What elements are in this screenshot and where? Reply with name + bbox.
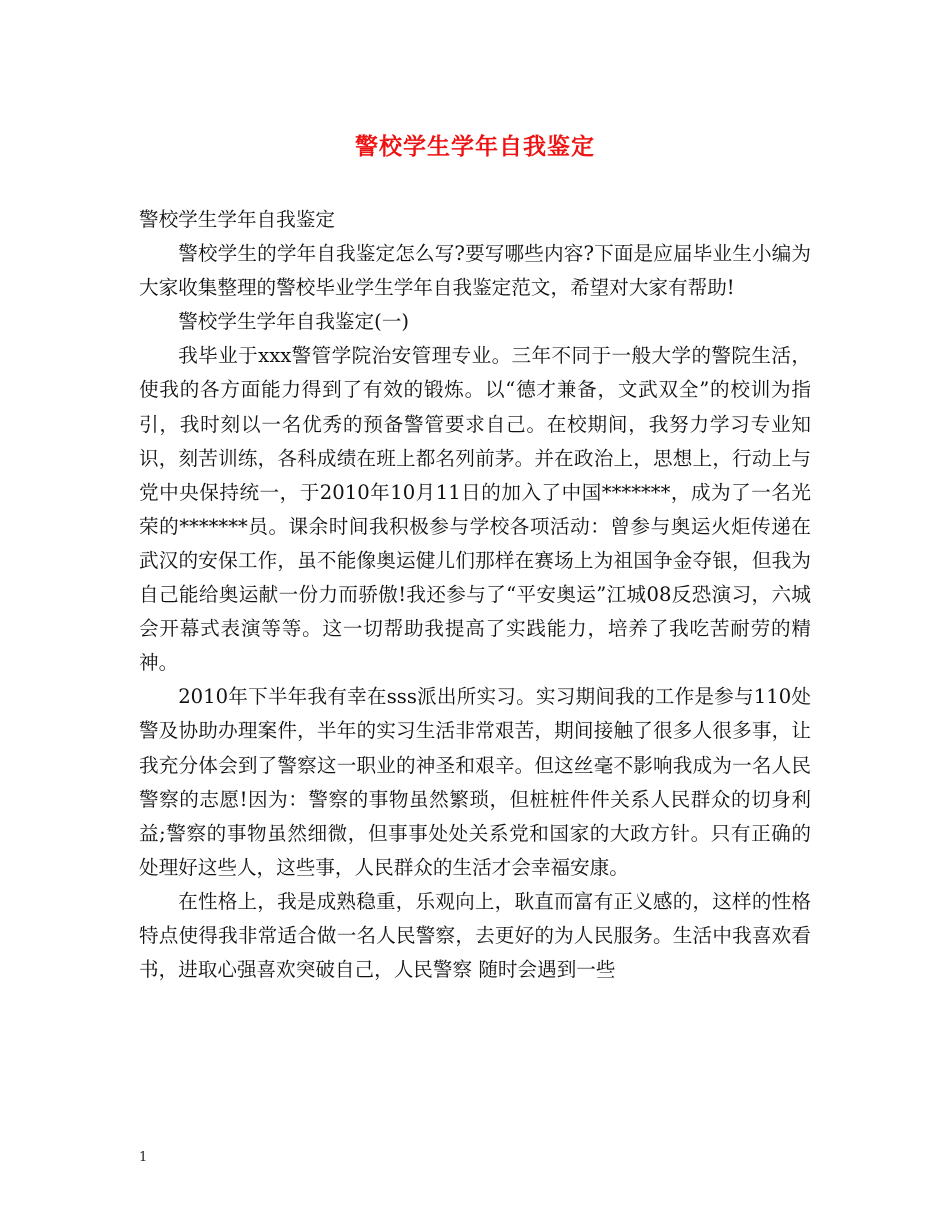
paragraph-internship: 2010年下半年我有幸在sss派出所实习。实习期间我的工作是参与110处警及协助办理案件，半年的实习生活非常艰苦，期间接触了很多人很多事，让我充分体会到了警察这一职业的神圣和艰辛。但这丝毫不影响我成为一名人民警察的志愿!因为：警察的事物虽然繁琐，但桩桩件件关系人民群众的切身利益;警察的事物虽然细微，但事事处处关系党和国家的大政方针。只有正确的处理好这些人，这些事，人民群众的生活才会幸福安康。 bbox=[139, 685, 811, 879]
section-heading: 警校学生学年自我鉴定(一) bbox=[178, 310, 410, 334]
document-subtitle: 警校学生学年自我鉴定 bbox=[139, 208, 335, 231]
paragraph-personality: 在性格上，我是成熟稳重，乐观向上，耿直而富有正义感的，这样的性格特点使得我非常适合做一名人民警察，去更好的为人民服务。生活中我喜欢看书，进取心强喜欢突破自己，人民警察 随时会遇到一些 bbox=[139, 889, 811, 982]
document-title: 警校学生学年自我鉴定 bbox=[355, 133, 595, 160]
page-number: 1 bbox=[139, 1150, 148, 1165]
document-body bbox=[139, 203, 811, 987]
paragraph-education: 我毕业于xxx警管学院治安管理专业。三年不同于一般大学的警院生活，使我的各方面能力得到了有效的锻炼。以“德才兼备，文武双全”的校训为指引，我时刻以一名优秀的预备警管要求自己。在校期间，我努力学习专业知识，刻苦训练，各科成绩在班上都名列前茅。并在政治上，思想上，行动上与党中央保持统一，于2010年10月11日的加入了中国*******，成为了一名光荣的*******员。课余时间我积极参与学校各项活动：曾参与奥运火炬传递在武汉的安保工作，虽不能像奥运健儿们那样在赛场上为祖国争金夺银，但我为自己能给奥运献一份力而骄傲!我还参与了“平安奥运”江城08反恐演习，六城会开幕式表演等等。这一切帮助我提高了实践能力，培养了我吃苦耐劳的精神。 bbox=[139, 344, 811, 675]
paragraph-intro: 警校学生的学年自我鉴定怎么写?要写哪些内容?下面是应届毕业生小编为大家收集整理的警校毕业学生学年自我鉴定范文，希望对大家有帮助! bbox=[139, 242, 811, 300]
